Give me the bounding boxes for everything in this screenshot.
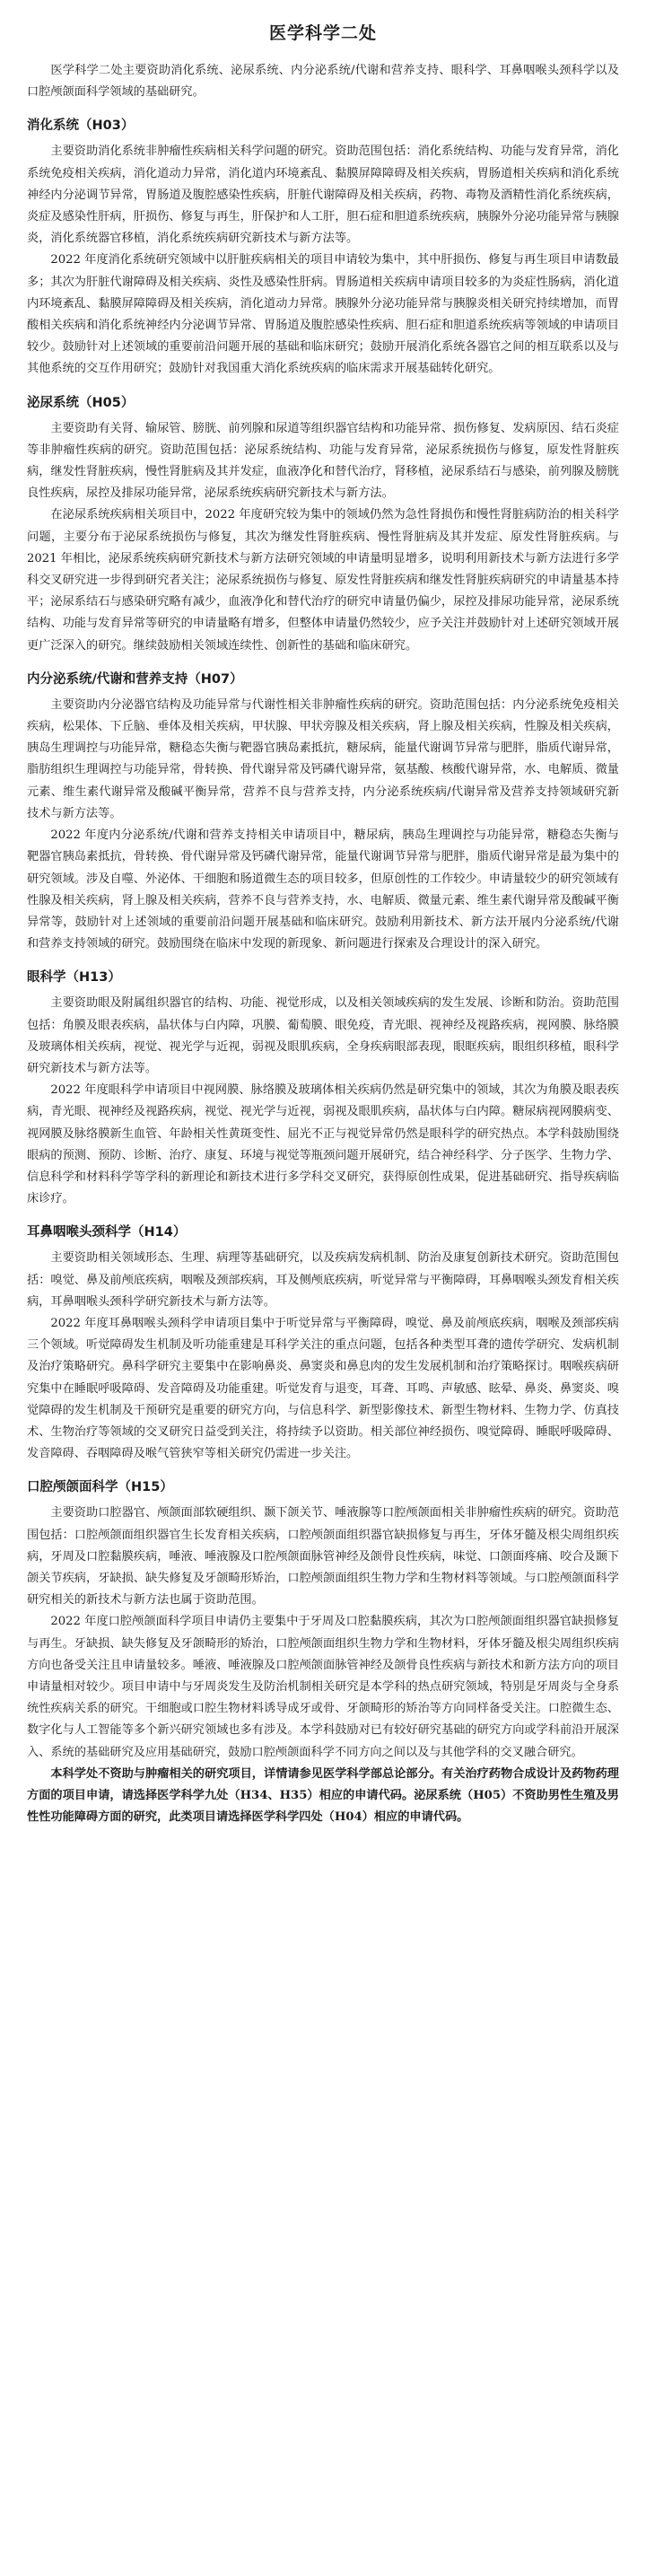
section-heading-h05: 泌尿系统（H05） (27, 395, 135, 410)
intro-paragraph: 医学科学二处主要资助消化系统、泌尿系统、内分泌系统/代谢和营养支持、眼科学、耳鼻咽喉头颈科学以及口腔颅颌面科学领域的基础研究。 (27, 64, 619, 100)
document-page (27, 0, 619, 1855)
section-heading-h14: 耳鼻咽喉头颈科学（H14） (27, 1225, 187, 1240)
section-h13-paragraph-2: 2022 年度眼科学申请项目中视网膜、脉络膜及玻璃体相关疾病仍然是研究集中的领域，其次为角膜及眼表疾病，青光眼、视神经及视路疾病，视觉、视光学与近视，弱视及眼肌疾病，晶状体与白内障。糖尿病视网膜病变、视网膜及脉络膜新生血管、年龄相关性黄斑变性、屈光不正与视觉异常仍然是眼科学的研究热点。本学科鼓励围绕眼病的预测、预防、诊断、治疗、康复、环境与视觉等瓶颈问题开展研究，结合神经科学、分子医学、生物力学、信息科学和材料科学等学科的新理论和新技术进行多学科交叉研究，获得原创性成果，促进基础研究、指导疾病临床诊疗。 (27, 1083, 619, 1206)
section-heading-h07: 内分泌系统/代谢和营养支持（H07） (27, 671, 243, 687)
funding-notice: 本科学处不资助与肿瘤相关的研究项目，详情请参见医学科学部总论部分。有关治疗药物合成设计及药物药理方面的项目申请，请选择医学科学九处（H34、H35）相应的申请代码。泌尿系统（H05）不资助男性生殖及男性性功能障碍方面的研究，此类项目请选择医学科学四处（H04）相应的申请代码。 (27, 1766, 619, 1825)
section-h05-paragraph-2: 在泌尿系统疾病相关项目中，2022 年度研究较为集中的领域仍然为急性肾损伤和慢性肾脏病防治的相关科学问题，主要分布于泌尿系统损伤与修复，其次为继发性肾脏疾病、慢性肾脏病及其并发症、原发性肾脏疾病。与 2021 年相比，泌尿系统疾病研究新技术与新方法研究领域的申请量明显增多，说明利用新技术与新方法进行多学科交叉研究进一步得到研究者关注；泌尿系统损伤与修复、原发性肾脏疾病和继发性肾脏疾病研究的申请量基本持平；泌尿系结石与感染研究略有减少，血液净化和替代治疗的研究申请量仍偏少，尿控及排尿功能异常，泌尿系统结构、功能与发育异常等研究的申请量略有增多，但整体申请量仍然较少，应予关注并鼓励针对上述研究领域开展更广泛深入的研究。继续鼓励相关领域连续性、创新性的基础和临床研究。 (27, 508, 619, 653)
section-h15-paragraph-2: 2022 年度口腔颅颌面科学项目申请仍主要集中于牙周及口腔黏膜疾病，其次为口腔颅颌面组织器官缺损修复与再生。牙缺损、缺失修复及牙颌畸形的矫治，口腔颅颌面组织生物力学和生物材料，牙体牙髓及根尖周组织疾病方向也备受关注且申请量较多。唾液、唾液腺及口腔颅颌面脉管神经及颌骨良性疾病与新技术和新方法方向的项目申请量相对较少。项目申请中与牙周炎发生及防治机制相关研究是本学科的热点研究领域，特别是牙周炎与全身系统性疾病关系的研究。干细胞或口腔生物材料诱导成牙或骨、牙颌畸形的矫治等方向同样备受关注。口腔微生态、数字化与人工智能等多个新兴研究领域也多有涉及。本学科鼓励对已有较好研究基础的研究方向或学科前沿开展深入、系统的基础研究及应用基础研究，鼓励口腔颅颌面科学不同方向之间以及与其他学科的交叉融合研究。 (27, 1615, 619, 1759)
section-h03-paragraph-1: 主要资助消化系统非肿瘤性疾病相关科学问题的研究。资助范围包括：消化系统结构、功能与发育异常，消化系统免疫相关疾病，消化道动力异常，消化道内环境紊乱、黏膜屏障障碍及相关疾病，胃肠道相关疾病和消化系统神经内分泌调节异常，胃肠道及腹腔感染性疾病，肝脏代谢障碍及相关疾病，药物、毒物及酒精性消化系统疾病，炎症及感染性肝病，肝损伤、修复与再生，肝保护和人工肝，胆石症和胆道系统疾病，胰腺外分泌功能异常与胰腺炎，消化系统器官移植，消化系统疾病研究新技术与新方法等。 (27, 145, 619, 246)
section-h07-paragraph-1: 主要资助内分泌器官结构及功能异常与代谢性相关非肿瘤性疾病的研究。资助范围包括：内分泌系统免疫相关疾病，松果体、下丘脑、垂体及相关疾病，甲状腺、甲状旁腺及相关疾病，肾上腺及相关疾病，性腺及相关疾病，胰岛生理调控与功能异常，糖稳态失衡与靶器官胰岛素抵抗，糖尿病，能量代谢调节异常与肥胖，脂质代谢异常，脂肪组织生理调控与功能异常，骨转换、骨代谢异常及钙磷代谢异常，氨基酸、核酸代谢异常，水、电解质、微量元素、维生素代谢异常及酸碱平衡异常，营养不良与营养支持，内分泌系统疾病/代谢异常及营养支持领域研究新技术与新方法等。 (27, 697, 619, 820)
section-h15-paragraph-1: 主要资助口腔器官、颅颌面部软硬组织、颞下颌关节、唾液腺等口腔颅颌面相关非肿瘤性疾病的研究。资助范围包括：口腔颅颌面组织器官生长发育相关疾病，口腔颅颌面组织器官缺损修复与再生，牙体牙髓及根尖周组织疾病，牙周及口腔黏膜疾病，唾液、唾液腺及口腔颅颌面脉管神经及颌骨良性疾病，味觉、口颌面疼痛、咬合及颞下颌关节疾病，牙缺损、缺失修复及牙颌畸形矫治，口腔颅颌面组织生物力学和生物材料等领域。与口腔颅颌面科学研究相关的新技术与新方法也属于资助范围。 (27, 1506, 619, 1608)
section-h14-paragraph-1: 主要资助相关领域形态、生理、病理等基础研究，以及疾病发病机制、防治及康复创新技术研究。资助范围包括：嗅觉、鼻及前颅底疾病，咽喉及颈部疾病，耳及侧颅底疾病，听觉异常与平衡障碍，耳鼻咽喉头颈发育相关疾病，耳鼻咽喉头颈科学研究新技术与新方法等。 (27, 1251, 619, 1309)
section-heading-h15: 口腔颅颌面科学（H15） (27, 1480, 173, 1495)
section-h07-paragraph-2: 2022 年度内分泌系统/代谢和营养支持相关申请项目中，糖尿病，胰岛生理调控与功能异常，糖稳态失衡与靶器官胰岛素抵抗，骨转换、骨代谢异常及钙磷代谢异常，能量代谢调节异常与肥胖，脂质代谢异常是最为集中的研究领域。涉及自噬、外泌体、干细胞和肠道微生态的项目较多，但原创性的工作较少。申请量较少的研究领域有性腺及相关疾病，肾上腺及相关疾病，营养不良与营养支持，水、电解质、微量元素、维生素代谢异常及酸碱平衡异常等，鼓励针对上述领域的重要前沿问题开展基础和临床研究。鼓励利用新技术、新方法开展内分泌系统/代谢和营养支持领域的研究。鼓励围绕在临床中发现的新现象、新问题进行探索及合理设计的深入研究。 (27, 828, 619, 951)
section-h13-paragraph-1: 主要资助眼及附属组织器官的结构、功能、视觉形成，以及相关领域疾病的发生发展、诊断和防治。资助范围包括：角膜及眼表疾病，晶状体与白内障，巩膜、葡萄膜、眼免疫，青光眼、视神经及视路疾病，视网膜、脉络膜及玻璃体相关疾病，视觉、视光学与近视，弱视及眼肌疾病，全身疾病眼部表现，眼眶疾病，眼组织移植，眼科学研究新技术与新方法等。 (27, 996, 619, 1075)
section-heading-h03: 消化系统（H03） (27, 118, 135, 134)
section-heading-h13: 眼科学（H13） (27, 970, 121, 986)
section-h03-paragraph-2: 2022 年度消化系统研究领域中以肝脏疾病相关的项目申请较为集中，其中肝损伤、修复与再生项目申请数最多；其次为肝脏代谢障碍及相关疾病、炎性及感染性肝病。胃肠道相关疾病申请项目较多的为炎症性肠病，消化道内环境紊乱、黏膜屏障障碍及相关疾病，消化道动力异常。胰腺外分泌功能异常与胰腺炎相关研究持续增加，而胃酸相关疾病和消化系统神经内分泌调节异常、胃肠道及腹腔感染性疾病、胆石症和胆道系统疾病等领域的申请项目较少。鼓励针对上述领域的重要前沿问题开展的基础和临床研究；鼓励开展消化系统各器官之间的相互联系以及与其他系统的交互作用研究；鼓励针对我国重大消化系统疾病的临床需求开展基础转化研究。 (27, 253, 619, 376)
section-h14-paragraph-2: 2022 年度耳鼻咽喉头颈科学申请项目集中于听觉异常与平衡障碍，嗅觉、鼻及前颅底疾病，咽喉及颈部疾病三个领域。听觉障碍发生机制及听功能重建是耳科学关注的重点问题，包括各种类型耳聋的遗传学研究、发病机制及治疗策略研究。鼻科学研究主要集中在影响鼻炎、鼻窦炎和鼻息肉的发生发展机制和治疗策略探讨。咽喉疾病研究集中在睡眠呼吸障碍、发音障碍及功能重建。听觉发育与退变，耳聋、耳鸣、声敏感、眩晕、鼻炎、鼻窦炎、嗅觉障碍的发生机制及干预研究是重要的研究方向，与信息科学、新型影像技术、新型生物材料、生物力学、仿真技术、生物治疗等领域的交叉研究日益受到关注，将持续予以资助。相关部位神经损伤、嗅觉障碍、睡眠呼吸障碍、发音障碍、吞咽障碍及喉气管狭窄等相关研究仍需进一步关注。 (27, 1316, 619, 1461)
section-h05-paragraph-1: 主要资助有关肾、输尿管、膀胱、前列腺和尿道等组织器官结构和功能异常、损伤修复、发病原因、结石炎症等非肿瘤性疾病的研究。资助范围包括：泌尿系统结构、功能与发育异常，泌尿系统损伤与修复，原发性肾脏疾病，继发性肾脏疾病，慢性肾脏病及其并发症，血液净化和替代治疗，肾移植，泌尿系结石与感染，前列腺及膀胱良性疾病，尿控及排尿功能异常，泌尿系统疾病研究新技术与新方法。 (27, 421, 619, 501)
page-title: 医学科学二处 (268, 23, 377, 43)
